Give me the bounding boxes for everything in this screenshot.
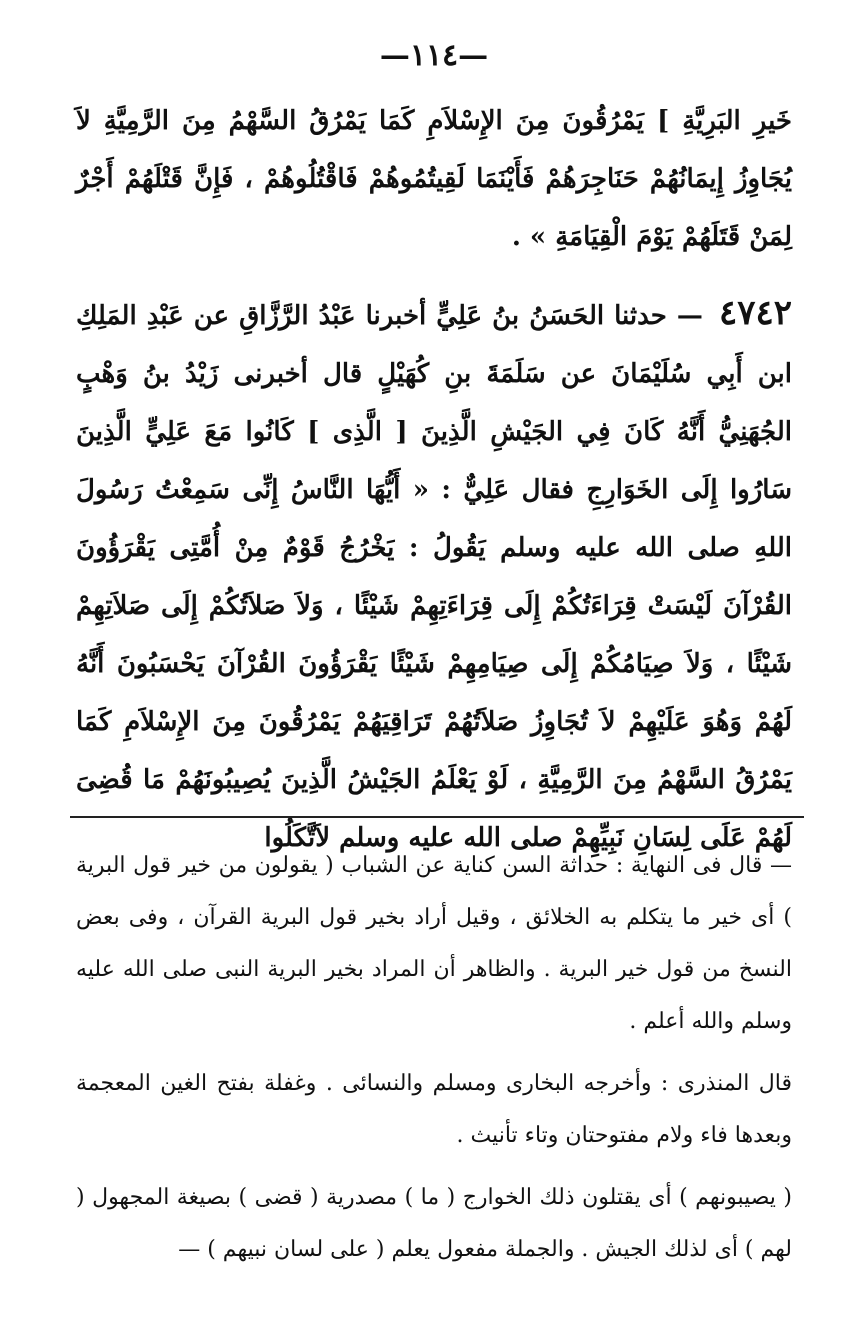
continuation-paragraph: خَيرِ البَرِيَّةِ ] يَمْرُقُونَ مِنَ الإِسْلاَمِ كَمَا يَمْرُقُ السَّهْمُ مِنَ الرَّمِيَّةِ لاَ يُجَاوِزُ إِيمَانُهُمْ حَنَاجِرَهُمْ فَأَيْنَمَا لَقِيتُمُوهُمْ فَاقْتُلُوهُمْ ، فَإِنَّ قَتْلَهُمْ أَجْرٌ لِمَنْ قَتَلَهُمْ يَوْمَ الْقِيَامَةِ » .: [76, 106, 792, 252]
footnote-divider: [70, 816, 804, 818]
hadith-number: ٤٧٤٢: [718, 293, 792, 333]
hadith-text: — حدثنا الحَسَنُ بنُ عَلِيٍّ أخبرنا عَبْدُ الرَّزَّاقِ عن عَبْدِ المَلِكِ ابن أَبِي سُلَيْمَانَ عن سَلَمَةَ بنِ كُهَيْلٍ قال أخبرنى زَيْدُ بنُ وَهْبٍ الجُهَنِيُّ أَنَّهُ كَانَ فِي الجَيْشِ الَّذِينَ [ الَّذِى ] كَانُوا مَعَ عَلِيٍّ الَّذِينَ سَارُوا إِلَى الخَوَارِجِ فقال عَلِيٌّ : « أَيُّهَا النَّاسُ إِنِّى سَمِعْتُ رَسُولَ اللهِ صلى الله عليه وسلم يَقُولُ : يَخْرُجُ قَوْمٌ مِنْ أُمَّتِى يَقْرَؤُونَ القُرْآنَ لَيْسَتْ قِرَاءَتُكُمْ إِلَى قِرَاءَتِهِمْ شَيْئًا ، وَلاَ صَلاَتُكُمْ إِلَى صَلاَتِهِمْ شَيْئًا ، وَلاَ صِيَامُكُمْ إِلَى صِيَامِهِمْ شَيْئًا يَقْرَؤُونَ القُرْآنَ يَحْسَبُونَ أَنَّهُ لَهُمْ وَهُوَ عَلَيْهِمْ لاَ تُجَاوِزُ صَلاَتُهُمْ تَرَاقِيَهُمْ يَمْرُقُونَ مِنَ الإِسْلاَمِ كَمَا يَمْرُقُ السَّهْمُ مِنَ الرَّمِيَّةِ ، لَوْ يَعْلَمُ الجَيْشُ الَّذِينَ يُصِيبُونَهُمْ مَا قُضِىَ لَهُمْ عَلَى لِسَانِ نَبِيِّهِمْ صلى الله عليه وسلم لاَتَّكَلُوا: [76, 301, 792, 853]
page-number: —١١٤—: [379, 38, 489, 73]
hadith-paragraph: [76, 284, 792, 867]
footnote-paragraph: ( يصيبونهم ) أى يقتلون ذلك الخوارج ( ما ) مصدرية ( قضى ) بصيغة المجهول ( لهم ) أى لذلك الجيش . والجملة مفعول يعلم ( على لسان نبيهم ) —: [76, 1185, 792, 1262]
main-text: [76, 92, 792, 867]
footnotes: [76, 840, 792, 1276]
footnote-paragraph: قال المنذرى : وأخرجه البخارى ومسلم والنسائى . وغفلة بفتح الغين المعجمة وبعدها فاء ولام مفتوحتان وتاء تأنيث .: [76, 1071, 792, 1148]
footnote-paragraph: — قال فى النهاية : حداثة السن كناية عن الشباب ( يقولون من خير قول البرية ) أى خير ما يتكلم به الخلائق ، وقيل أراد بخير قول البرية القرآن ، وفى بعض النسخ من قول خير البرية . والظاهر أن المراد بخير البرية النبى صلى الله عليه وسلم والله أعلم .: [76, 853, 792, 1034]
